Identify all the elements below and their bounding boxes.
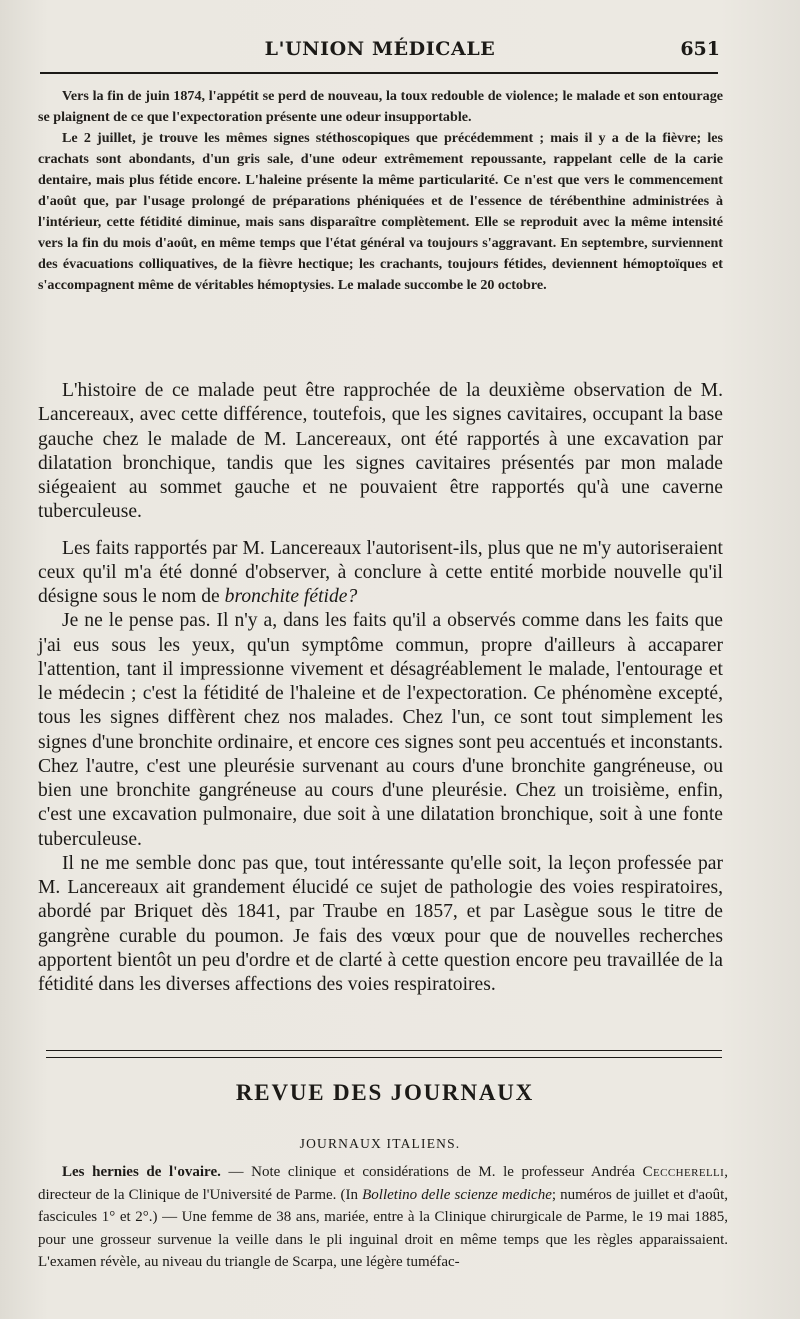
entry-journal: Bolletino delle scienze mediche: [362, 1186, 552, 1203]
subsection-title: JOURNAUX ITALIENS.: [299, 1136, 461, 1151]
discussion-text: Les faits rapportés par M. Lancereaux l'autorisent-ils, plus que ne m'y autoriseraient ceux qu'il m'a été donné d'observer, à conclure à cette entité morbide nouvelle qu'il désigne sous le nom de: [38, 537, 723, 607]
running-title: L'UNION MÉDICALE: [264, 38, 496, 60]
discussion-paragraph: [38, 537, 723, 610]
section-title: REVUE DES JOURNAUX: [235, 1080, 535, 1105]
section-divider: [46, 1050, 722, 1058]
italic-term: bronchite fétide?: [224, 586, 358, 607]
entry-heading: Les hernies de l'ovaire.: [62, 1164, 221, 1180]
discussion-paragraph: Il ne me semble donc pas que, tout intéressante qu'elle soit, la leçon professée par M. Lancereaux ait grandement élucidé ce sujet de pathologie des voies respiratoires, abordé par Briquet dès 1841, par Traube en 1857, et par Lasègue sous le titre de gangrène curable du poumon. Je fais des vœux pour que de nouvelles recherches apportent bientôt un peu d'ordre et de clarté à cette question encore peu travaillée de la fétidité dans les diverses affections des voies respiratoires.: [38, 852, 723, 995]
discussion-paragraph: L'histoire de ce malade peut être rapprochée de la deuxième observation de M. Lancereaux, avec cette différence, toutefois, que les signes cavitaires, occupant la base gauche chez le malade de M. Lancereaux, ont été rapportés à une excavation par dilatation bronchique, tandis que les signes cavitaires présentés par mon malade siégeaient au sommet gauche et ne pouvaient être rapportés qu'à une caverne tuberculeuse.: [38, 380, 723, 523]
discussion-paragraph: Je ne le pense pas. Il n'y a, dans les faits qu'il a observés comme dans les faits que j'ai eus sous les yeux, qu'un symptôme commun, propre d'ailleurs à accaparer l'attention, tant il impressionne vivement et désagréablement le malade, l'entourage et le médecin ; c'est la fétidité de l'haleine et de l'expectoration. Ce phénomène excepté, tous les signes diffèrent chez nos malades. Chez l'un, ce sont tout simplement les signes d'une bronchite ordinaire, et encore ces signes sont peu accentués et inconstants. Chez l'autre, c'est une pleurésie survenant au cours d'une bronchite gangréneuse, ou bien une bronchite gangréneuse au cours d'une pleurésie. Chez un troisième, enfin, c'est une excavation pulmonaire, due soit à une dilatation bronchique, soit à une fonte tuberculeuse.: [38, 610, 723, 850]
review-entry: [38, 1161, 728, 1274]
review-paragraph: [38, 1161, 728, 1274]
case-paragraph: Vers la fin de juin 1874, l'appétit se perd de nouveau, la toux redouble de violence; le malade et son entourage se plaignent de ce que l'expectoration présente une odeur insupportable.: [38, 88, 723, 126]
entry-text: — Note clinique et considérations de M. le professeur Andréa: [220, 1164, 643, 1180]
entry-text: ; numéros de juillet et d'août, fascicules 1° et 2°.) — Une femme de 38 ans, mariée, entre à la Clinique chirurgicale de Parme, le 19 mai 1885, pour une grosseur survenue la veille dans le pli inguinal droit en même temps que les règles apparaissaient. L'examen révèle, au niveau du triangle de Scarpa, une légère tuméfac-: [38, 1186, 728, 1270]
header-rule: [40, 72, 718, 74]
page-number: 651: [680, 38, 720, 60]
page-header: [40, 36, 720, 66]
entry-text: , directeur de la Clinique de l'Université de Parme. (In: [38, 1164, 728, 1203]
discussion: [38, 379, 723, 997]
case-paragraph: Le 2 juillet, je trouve les mêmes signes stéthoscopiques que précédemment ; mais il y a de la fièvre; les crachats sont abondants, d'un gris sale, d'une odeur extrêmement repoussante, rappelant celle de la carie dentaire, mais plus fétide encore. L'haleine présente la même particularité. Ce n'est que vers le commencement d'août que, par l'usage prolongé de préparations phéniquées et de l'essence de térébenthine administrées à l'intérieur, cette fétidité diminue, mais sans disparaître complètement. Elle se reproduit avec la même intensité vers la fin du mois d'août, en même temps que l'état général va toujours s'aggravant. En septembre, surviennent des évacuations colliquatives, de la fièvre hectique; les crachants, toujours fétides, deviennent hémoptoïques et s'accompagnent même de véritables hémoptysies. Le malade succombe le 20 octobre.: [38, 130, 723, 294]
case-report: [38, 86, 723, 296]
entry-author: Ceccherelli: [642, 1164, 725, 1180]
